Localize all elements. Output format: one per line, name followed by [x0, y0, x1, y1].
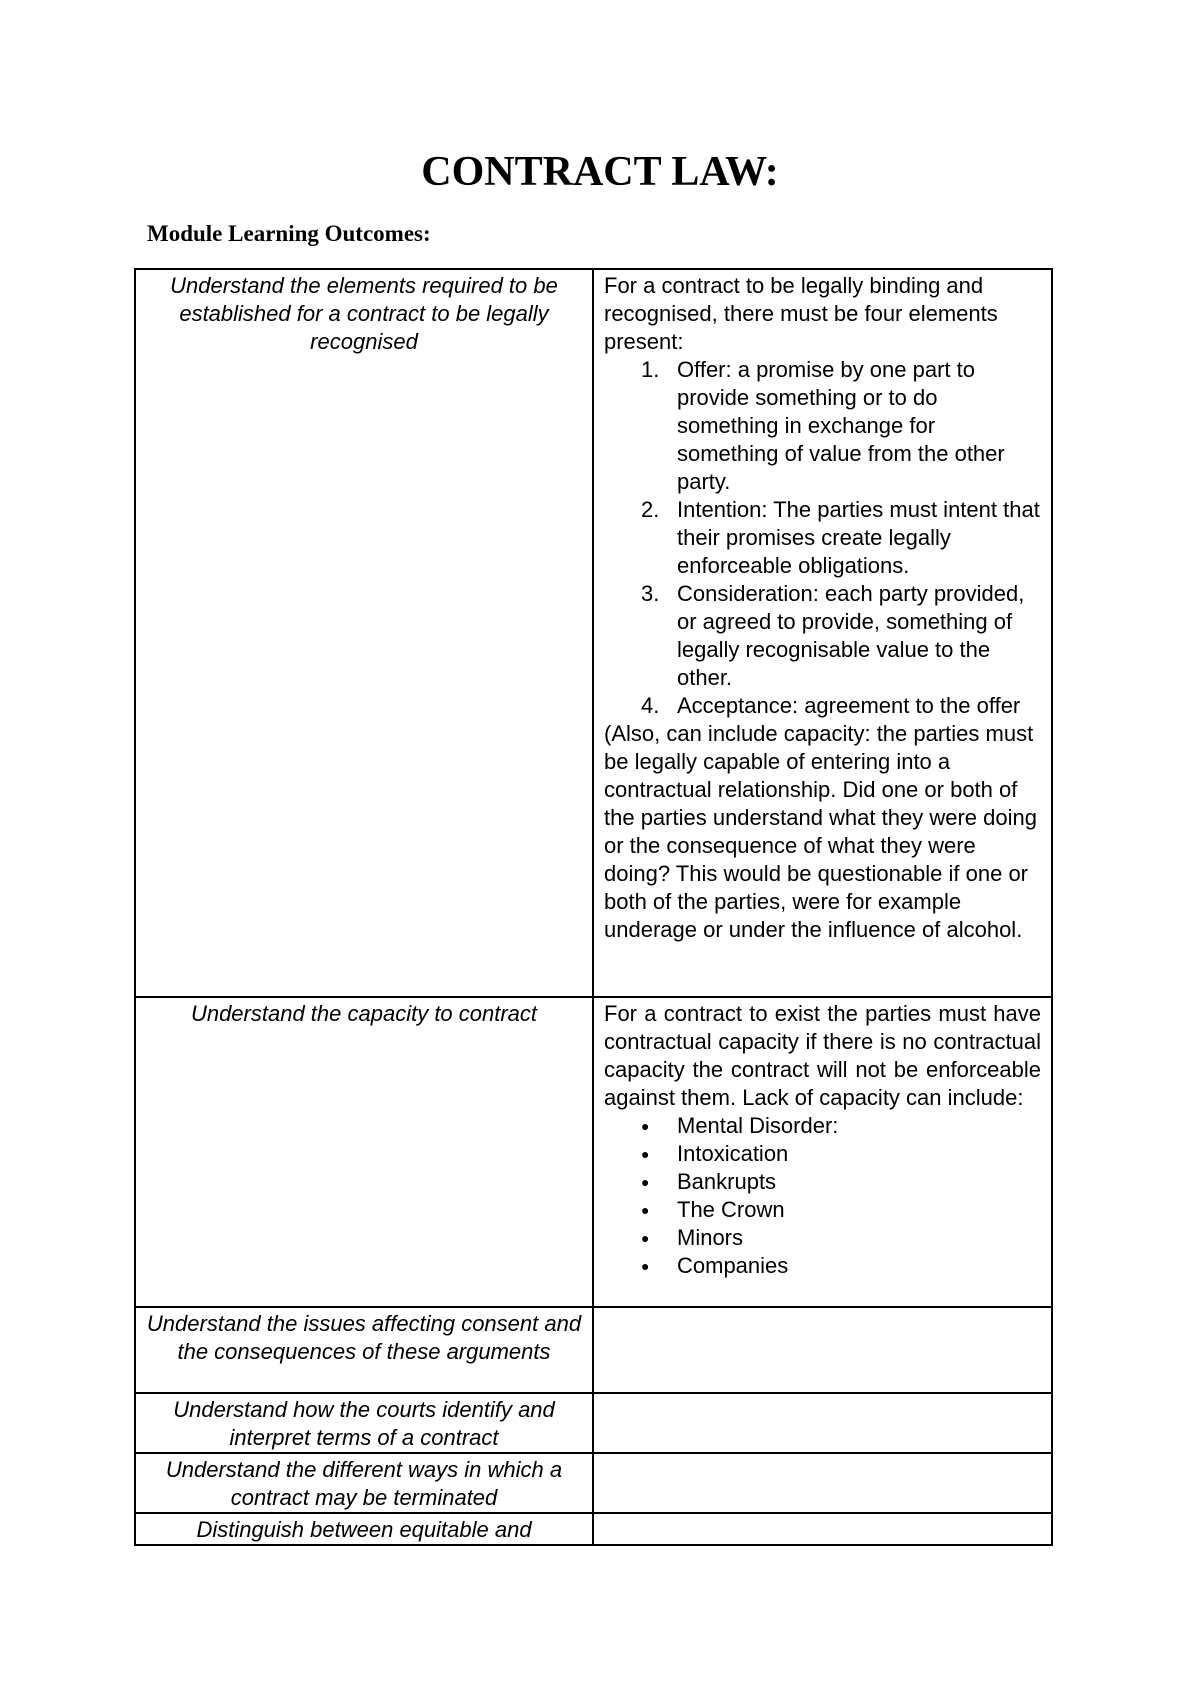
list-item: ● The Crown	[677, 1196, 1041, 1224]
outcome-cell: Understand the issues affecting consent and the consequences of these arguments	[135, 1307, 593, 1393]
list-item: ● Mental Disorder:	[677, 1112, 1041, 1140]
list-item: Acceptance: agreement to the offer	[677, 693, 1021, 718]
answer-note: (Also, can include capacity: the parties must be legally capable of entering into a contractual relationship. Did one or both of the parties understand what they were doing or the consequence of what they were doing? This would be questionable if one or both of the parties, were for example underage or under the influence of alcohol.	[604, 721, 1037, 942]
outcome-cell: Understand how the courts identify and interpret terms of a contract	[135, 1393, 593, 1453]
answer-cell	[593, 1513, 1052, 1545]
answer-cell	[593, 1453, 1052, 1513]
table-row	[135, 997, 1052, 1307]
table-row	[135, 269, 1052, 997]
answer-cell	[593, 1307, 1052, 1393]
table-row	[135, 1393, 1052, 1453]
list-item: Intention: The parties must intent that their promises create legally enforceable obligations.	[677, 497, 1040, 578]
capacity-list	[604, 1112, 1041, 1280]
answer-intro: For a contract to be legally binding and recognised, there must be four elements present:	[604, 273, 998, 354]
table-row	[135, 1307, 1052, 1393]
outcome-cell: Understand the capacity to contract	[135, 997, 593, 1307]
elements-list	[604, 356, 1041, 720]
list-item: ● Companies	[677, 1252, 1041, 1280]
list-item: ● Intoxication	[677, 1140, 1041, 1168]
list-item: ● Minors	[677, 1224, 1041, 1252]
outcome-cell: Understand the elements required to be established for a contract to be legally recognised	[135, 269, 593, 997]
list-item: Consideration: each party provided, or agreed to provide, something of legally recognisable value to the other.	[677, 581, 1025, 690]
answer-cell	[593, 269, 1052, 997]
table-row	[135, 1513, 1052, 1545]
list-item: ● Bankrupts	[677, 1168, 1041, 1196]
section-heading: Module Learning Outcomes:	[147, 221, 431, 246]
answer-cell	[593, 997, 1052, 1307]
answer-intro: For a contract to exist the parties must have contractual capacity if there is no contractual capacity the contract will not be enforceable against them. Lack of capacity can include:	[604, 1001, 1041, 1110]
learning-outcomes-table	[134, 268, 1053, 1546]
outcome-cell: Understand the different ways in which a contract may be terminated	[135, 1453, 593, 1513]
list-item: Offer: a promise by one part to provide something or to do something in exchange for something of value from the other party.	[677, 357, 1005, 494]
table-row	[135, 1453, 1052, 1513]
outcome-cell: Distinguish between equitable and	[135, 1513, 593, 1545]
answer-cell	[593, 1393, 1052, 1453]
page-title: CONTRACT LAW:	[421, 149, 779, 195]
